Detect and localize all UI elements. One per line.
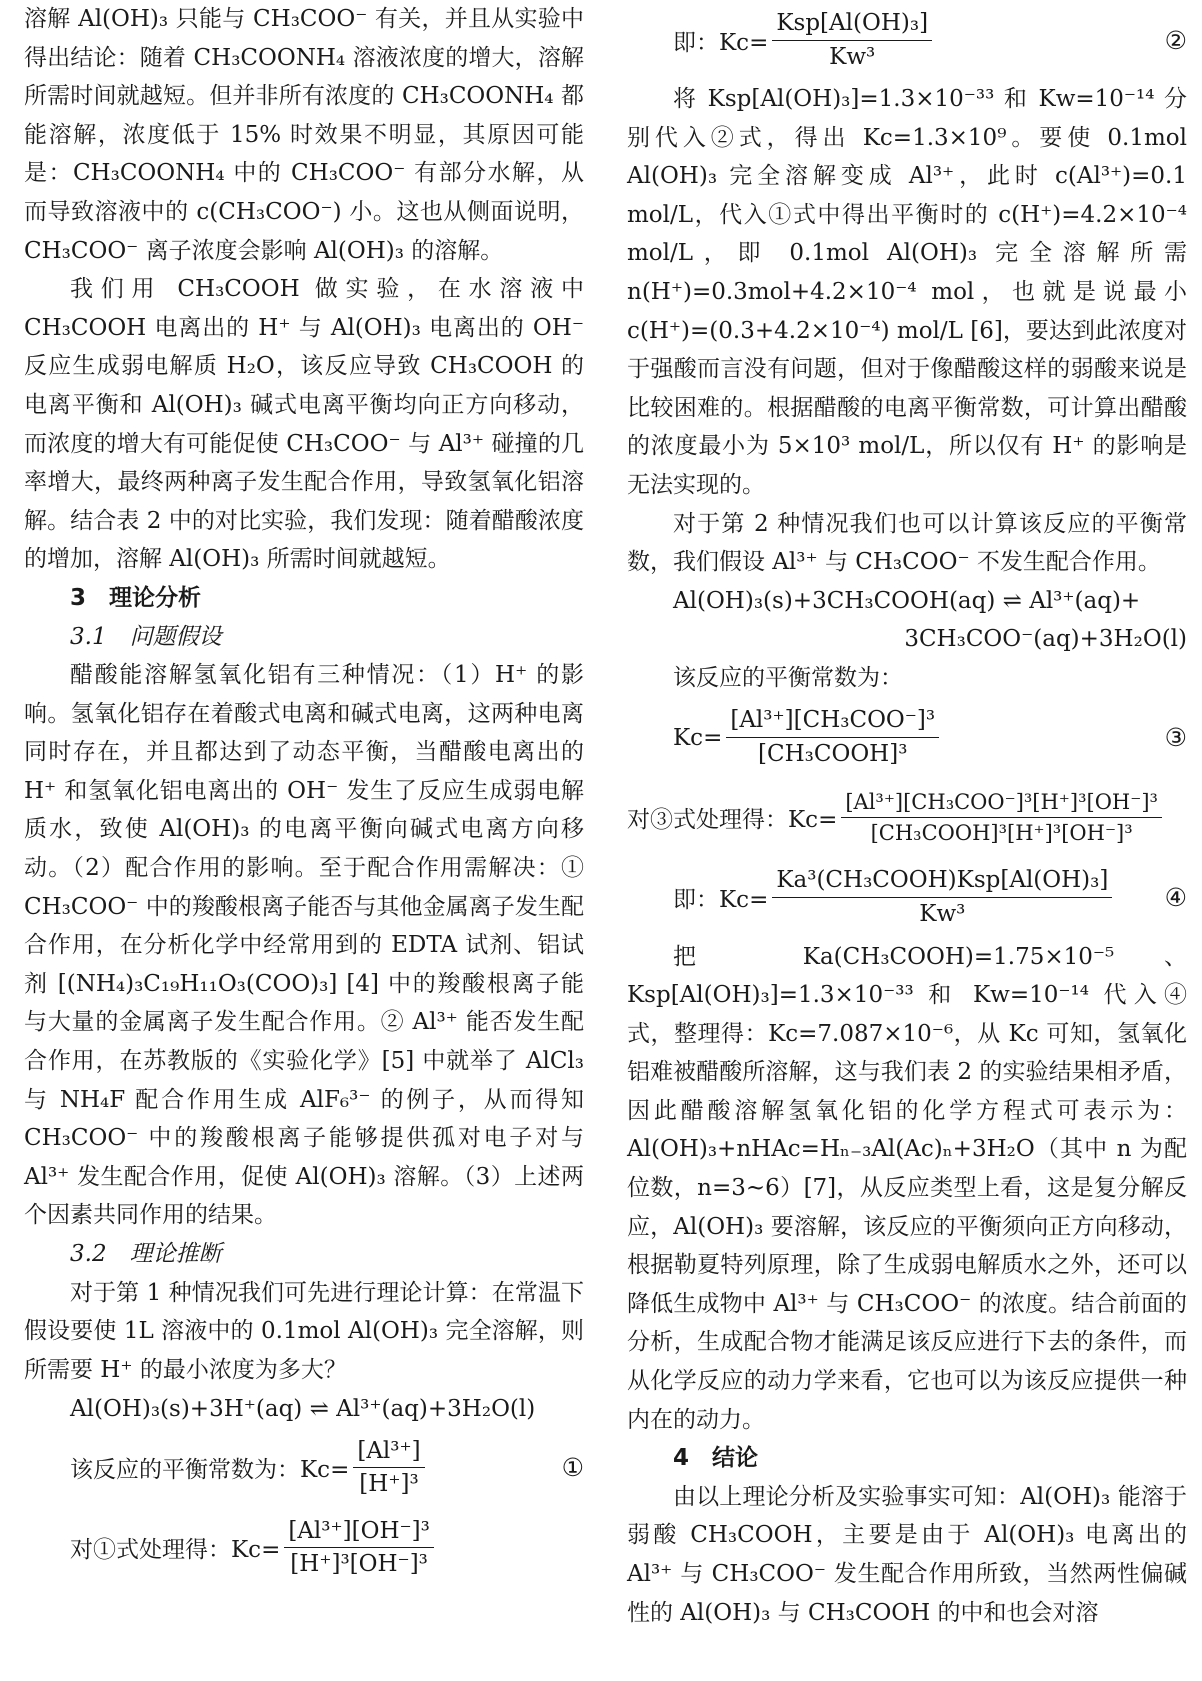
paragraph-2: 我们用 CH₃COOH 做实验，在水溶液中 CH₃COOH 电离出的 H⁺ 与 Al(OH)₃ 电离出的 OH⁻ 反应生成弱电解质 H₂O，该反应导致 CH₃COOH 的电离平衡和 Al(OH)₃ 碱式电离平衡均向正方向移动，而浓度的增大有可能促使 CH₃COO⁻ 与 Al³⁺ 碰撞的几率增大，最终两种离子发生配合作用，导致氢氧化铝溶解。结合表 2 中的对比实验，我们发现：随着醋酸浓度的增加，溶解 Al(OH)₃ 所需时间就越短。 xyxy=(24,276,584,573)
paragraph-3: 醋酸能溶解氢氧化铝有三种情况：（1）H⁺ 的影响。氢氧化铝存在着酸式电离和碱式电离，这两种电离同时存在，并且都达到了动态平衡，当醋酸电离出的 H⁺ 和氢氧化铝电离出的 OH⁻ 发生了反应生成弱电解质水，致使 Al(OH)₃ 的电离平衡向碱式电离方向移动。（2）配合作用的影响。至于配合作用需解决：① CH₃COO⁻ 中的羧酸根离子能否与其他金属离子发生配合作用，在分析化学中经常用到的 EDTA 试剂、铝试剂 [(NH₄)₃C₁₉H₁₁O₃(COO)₃] [4] 中的羧酸根离子能与大量的金属离子发生配合作用。② Al³⁺ 能否发生配合作用，在苏教版的《实验化学》[5] 中就举了 AlCl₃ 与 NH₄F 配合作用生成 AlF₆³⁻ 的例子，从而得知 CH₃COO⁻ 中的羧酸根离子能够提供孤对电子对与 Al³⁺ 发生配合作用，促使 Al(OH)₃ 溶解。（3）上述两个因素共同作用的结果。 xyxy=(24,662,584,1229)
paragraph-7: 该反应的平衡常数为： xyxy=(673,664,903,691)
equation-4-number: ④ xyxy=(1164,883,1187,912)
paragraph-9: 由以上理论分析及实验事实可知：Al(OH)₃ 能溶于弱酸 CH₃COOH，主要是由于 Al(OH)₃ 电离出的 Al³⁺ 与 CH₃COO⁻ 发生配合作用所致，当然两性偏碱性的 Al(OH)₃ 与 CH₃COOH 的中和也会对溶 xyxy=(627,1483,1187,1626)
reaction-equation-2: Al(OH)₃(s)+3CH₃COOH(aq) ⇌ Al³⁺(aq)+ xyxy=(673,588,1141,615)
equation-3b: 对③式处理得：Kc= $\frac{\text{[Al³⁺][CH₃COO⁻]³[H⁺]³[OH⁻]³}}{\text{[CH₃COOH]³[H⁺]³[OH⁻]³}}$ xyxy=(627,778,1187,858)
equation-4: 即：Kc= $\frac{\text{Ka³(CH₃COOH)Ksp[Al(OH)₃]}}{\text{Kw³}}$ ④ xyxy=(673,867,1187,927)
reaction-equation-1: Al(OH)₃(s)+3H⁺(aq) ⇌ Al³⁺(aq)+3H₂O(l) xyxy=(70,1395,536,1422)
equation-3: Kc= $\frac{\text{[Al³⁺][CH₃COO⁻]³}}{\text{[CH₃COOH]³}}$ ③ xyxy=(673,707,1187,767)
equation-1-fraction: $\frac{\text{[Al³⁺]}}{\text{[H⁺]³}}$ xyxy=(353,1437,424,1500)
reaction-equation-2-cont: 3CH₃COO⁻(aq)+3H₂O(l) xyxy=(904,626,1187,653)
paragraph-8: 把 Ka(CH₃COOH)=1.75×10⁻⁵、Ksp[Al(OH)₃]=1.3×10⁻³³ 和 Kw=10⁻¹⁴ 代入④式，整理得：Kc=7.087×10⁻⁶，从 Kc 可知，氢氧化铝难被醋酸所溶解，这与我们表 2 的实验结果相矛盾，因此醋酸溶解氢氧化铝的化学方程式可表示为：Al(OH)₃+nHAc=Hₙ₋₃Al(Ac)ₙ+3H₂O（其中 n 为配位数，n=3~6）[7]，从反应类型上看，这是复分解反应，Al(OH)₃ 要溶解，该反应的平衡须向正方向移动，根据勒夏特列原理，除了生成弱电解质水之外，还可以降低生成物中 Al³⁺ 与 CH₃COO⁻ 的浓度。结合前面的分析，生成配合物才能满足该反应进行下去的条件，而从化学反应的动力学来看，它也可以为该反应提供一种内在的动力。 xyxy=(627,943,1187,1433)
equation-1-prefix: 该反应的平衡常数为：Kc= xyxy=(70,1457,350,1484)
equation-1b: 对①式处理得：Kc= $\frac{\text{[Al³⁺][OH⁻]³}}{\text{[H⁺]³[OH⁻]³}}$ xyxy=(24,1508,584,1588)
equation-1 xyxy=(24,1428,584,1508)
paragraph-4: 对于第 1 种情况我们可先进行理论计算：在常温下假设要使 1L 溶液中的 0.1mol Al(OH)₃ 完全溶解，则所需要 H⁺ 的最小浓度为多大？ xyxy=(24,1279,584,1383)
right-column xyxy=(627,0,1187,1632)
paragraph-6: 对于第 2 种情况我们也可以计算该反应的平衡常数，我们假设 Al³⁺ 与 CH₃COO⁻ 不发生配合作用。 xyxy=(627,510,1187,576)
subsection-heading-3-2: 3.2 理论推断 xyxy=(70,1241,222,1267)
section-heading-3: 3 理论分析 xyxy=(70,584,202,611)
subsection-heading-3-1: 3.1 问题假设 xyxy=(70,623,222,650)
section-heading-4: 4 结论 xyxy=(673,1445,759,1472)
equation-3-number: ③ xyxy=(1164,723,1187,752)
equation-2: 即：Kc= $\frac{\text{Ksp[Al(OH)₃]}}{\text{Kw³}}$ ② xyxy=(673,9,1187,70)
equation-2-number: ② xyxy=(1164,25,1187,55)
paragraph-5: 将 Ksp[Al(OH)₃]=1.3×10⁻³³ 和 Kw=10⁻¹⁴ 分别代入②式，得出 Kc=1.3×10⁹。要使 0.1mol Al(OH)₃ 完全溶解变成 Al³⁺，此时 c(Al³⁺)=0.1 mol/L，代入①式中得出平衡时的 c(H⁺)=4.2×10⁻⁴ mol/L，即 0.1mol Al(OH)₃ 完全溶解所需 n(H⁺)=0.3mol+4.2×10⁻⁴ mol，也就是说最小 c(H⁺)=(0.3+4.2×10⁻⁴) mol/L [6]，要达到此浓度对于强酸而言没有问题，但对于像醋酸这样的弱酸来说是比较困难的。根据醋酸的电离平衡常数，可计算出醋酸的浓度最小为 5×10³ mol/L，所以仅有 H⁺ 的影响是无法实现的。 xyxy=(627,86,1187,498)
equation-1-number: ① xyxy=(561,1453,584,1483)
left-column xyxy=(24,0,584,1588)
paragraph-1: 溶解 Al(OH)₃ 只能与 CH₃COO⁻ 有关，并且从实验中得出结论：随着 CH₃COONH₄ 溶液浓度的增大，溶解所需时间就越短。但并非所有浓度的 CH₃COONH₄ 都能溶解，浓度低于 15% 时效果不明显，其原因可能是：CH₃COONH₄ 中的 CH₃COO⁻ 有部分水解，从而导致溶液中的 c(CH₃COO⁻) 小。这也从侧面说明，CH₃COO⁻ 离子浓度会影响 Al(OH)₃ 的溶解。 xyxy=(24,6,584,264)
